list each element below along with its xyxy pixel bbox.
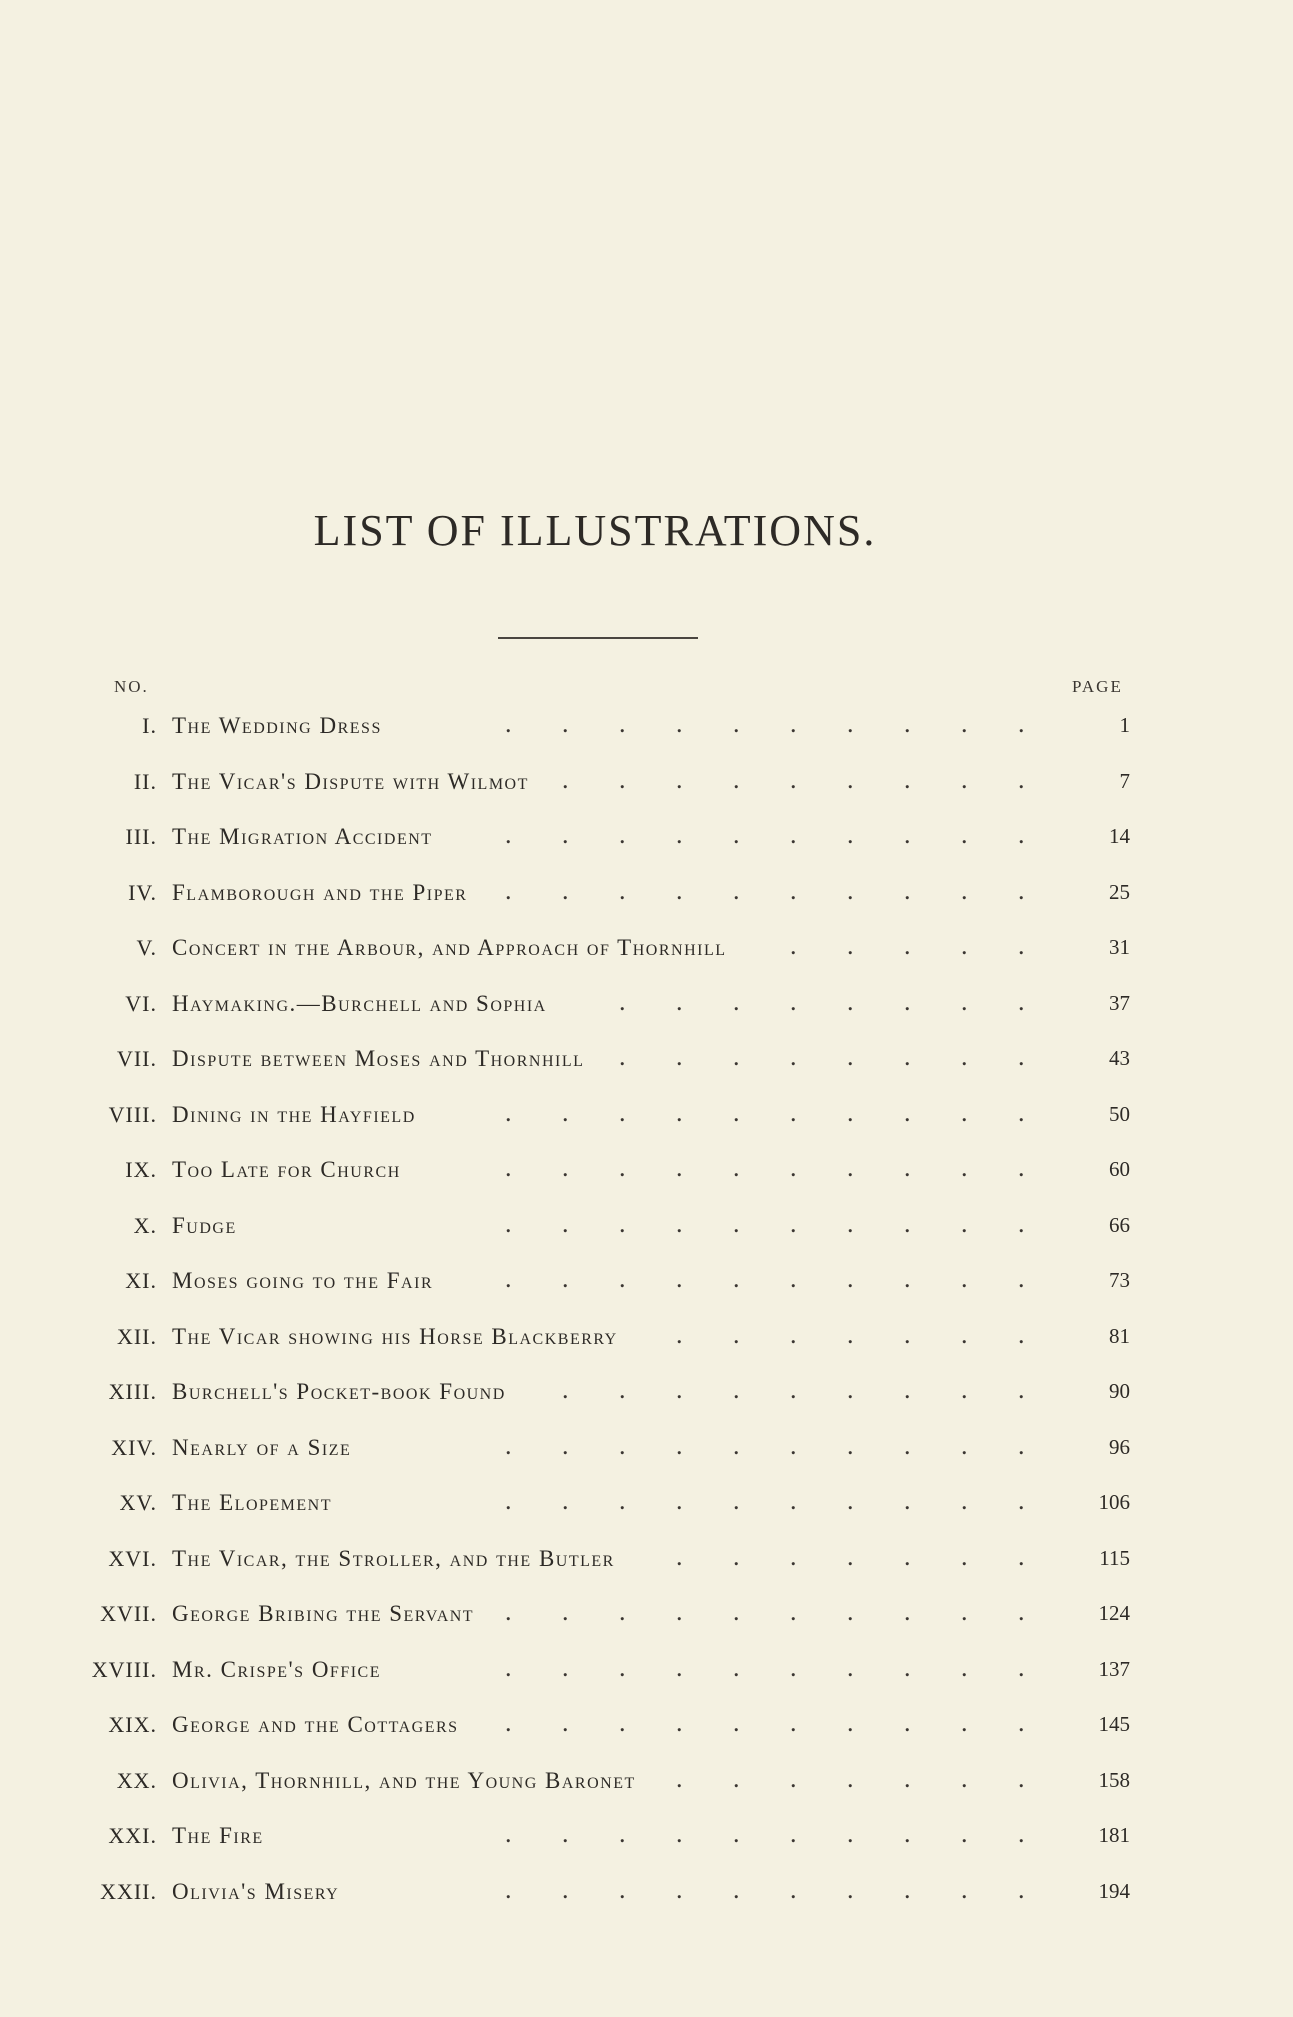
list-item: XVI. The Vicar, the Stroller, and the Butler . . . . . . . 115 <box>0 1540 1293 1596</box>
illustration-title: The Elopement <box>172 1490 333 1515</box>
illustration-number: XVI. <box>108 1545 157 1571</box>
illustration-number: XXI. <box>108 1823 157 1848</box>
illustration-title: Concert in the Arbour, and Approach of Thornhill <box>172 935 727 960</box>
illustration-number: XVII. <box>100 1601 157 1626</box>
illustration-title: The Migration Accident <box>172 824 433 849</box>
illustration-title: Haymaking.—Burchell and Sophia <box>172 990 547 1016</box>
illustration-title: George Bribing the Servant <box>172 1601 475 1626</box>
list-item: IV. Flamborough and the Piper . . . . . . . . . . 25 <box>0 874 1293 930</box>
list-item: XII. The Vicar showing his Horse Blackberry . . . . . . . 81 <box>0 1318 1293 1374</box>
illustration-number: VI. <box>125 990 157 1016</box>
list-item: III. The Migration Accident . . . . . . . . . . 14 <box>0 818 1293 874</box>
illustration-number: XIX. <box>108 1712 157 1737</box>
list-item: II. The Vicar's Dispute with Wilmot . . . . . . . . . 7 <box>0 763 1293 819</box>
page-number: 194 <box>1098 1878 1130 1903</box>
illustration-title: Olivia, Thornhill, and the Young Baronet <box>172 1767 636 1793</box>
illustration-number: IX. <box>125 1157 157 1182</box>
illustration-number: XIV. <box>111 1434 157 1460</box>
list-item: XI. Moses going to the Fair . . . . . . . . . . 73 <box>0 1262 1293 1318</box>
illustration-number: II. <box>133 768 157 794</box>
illustration-number: XII. <box>116 1323 157 1349</box>
page-number: 96 <box>1109 1434 1130 1459</box>
page-number: 60 <box>1109 1157 1130 1181</box>
page-number: 7 <box>1119 768 1130 793</box>
illustration-title: Dispute between Moses and Thornhill <box>172 1046 585 1071</box>
illustration-title: Dining in the Hayfield <box>172 1101 416 1127</box>
page-number: 73 <box>1109 1268 1130 1292</box>
list-item: VI. Haymaking.—Burchell and Sophia . . . . . . . . 37 <box>0 985 1293 1041</box>
list-item: XXI. The Fire . . . . . . . . . . 181 <box>0 1817 1293 1873</box>
page-number: 124 <box>1098 1601 1130 1625</box>
illustration-title: Mr. Crispe's Office <box>172 1656 382 1682</box>
page-title: LIST OF ILLUSTRATIONS. <box>313 506 877 555</box>
list-item: XIV. Nearly of a Size . . . . . . . . . . 96 <box>0 1429 1293 1485</box>
illustration-title: The Vicar's Dispute with Wilmot <box>172 768 529 794</box>
illustrations-list <box>0 707 1293 1928</box>
list-item: XX. Olivia, Thornhill, and the Young Baronet . . . . . . . 158 <box>0 1762 1293 1818</box>
list-item: IX. Too Late for Church . . . . . . . . . . 60 <box>0 1151 1293 1207</box>
list-item: XIII. Burchell's Pocket-book Found . . . . . . . . . 90 <box>0 1373 1293 1429</box>
page-number: 31 <box>1109 935 1130 959</box>
list-item: XVII. George Bribing the Servant . . . . . . . . . . 124 <box>0 1595 1293 1651</box>
column-header-number: NO. <box>114 677 149 696</box>
list-item: XV. The Elopement . . . . . . . . . . 106 <box>0 1484 1293 1540</box>
illustration-title: Flamborough and the Piper <box>172 879 468 905</box>
page-number: 137 <box>1098 1656 1130 1681</box>
page-number: 158 <box>1098 1767 1130 1792</box>
page-number: 106 <box>1098 1490 1130 1514</box>
illustration-title: The Fire <box>172 1823 264 1848</box>
page-number: 25 <box>1109 879 1130 904</box>
page-number: 1 <box>1119 713 1130 737</box>
illustration-title: The Vicar showing his Horse Blackberry <box>172 1323 618 1349</box>
illustration-number: XI. <box>125 1268 157 1293</box>
list-item: VII. Dispute between Moses and Thornhill . . . . . . . . 43 <box>0 1040 1293 1096</box>
illustration-number: XXII. <box>100 1878 157 1904</box>
list-item: V. Concert in the Arbour, and Approach of Thornhill . . . . . 31 <box>0 929 1293 985</box>
page-number: 81 <box>1109 1323 1130 1348</box>
illustration-title: Olivia's Misery <box>172 1878 340 1904</box>
illustration-title: The Vicar, the Stroller, and the Butler <box>172 1545 615 1571</box>
illustration-number: III. <box>125 824 157 849</box>
page-number: 90 <box>1109 1379 1130 1403</box>
column-header-page: PAGE <box>1072 677 1123 696</box>
illustration-number: I. <box>142 713 157 738</box>
illustration-title: Moses going to the Fair <box>172 1268 434 1293</box>
list-item: XIX. George and the Cottagers . . . . . . . . . . 145 <box>0 1706 1293 1762</box>
list-item: VIII. Dining in the Hayfield . . . . . . . . . . 50 <box>0 1096 1293 1152</box>
illustration-title: George and the Cottagers <box>172 1712 459 1737</box>
illustration-number: XV. <box>119 1490 157 1515</box>
illustration-number: VII. <box>116 1046 157 1071</box>
page-number: 50 <box>1109 1101 1130 1126</box>
illustration-title: Burchell's Pocket-book Found <box>172 1379 506 1404</box>
illustration-title: Nearly of a Size <box>172 1434 352 1460</box>
illustration-number: XVIII. <box>91 1656 157 1682</box>
illustration-title: Fudge <box>172 1212 237 1238</box>
illustration-title: Too Late for Church <box>172 1157 401 1182</box>
page-number: 43 <box>1109 1046 1130 1070</box>
page-number: 14 <box>1109 824 1130 848</box>
illustration-number: X. <box>133 1212 157 1238</box>
page-number: 181 <box>1098 1823 1130 1847</box>
illustration-number: IV. <box>128 879 157 905</box>
page-number: 37 <box>1109 990 1130 1015</box>
page-number: 115 <box>1099 1545 1130 1570</box>
illustration-number: XX. <box>116 1767 157 1793</box>
list-item: XVIII. Mr. Crispe's Office . . . . . . . . . . 137 <box>0 1651 1293 1707</box>
list-item: I. The Wedding Dress . . . . . . . . . . 1 <box>0 707 1293 763</box>
illustration-title: The Wedding Dress <box>172 713 382 738</box>
title-divider <box>498 637 698 639</box>
list-item: XXII. Olivia's Misery . . . . . . . . . . 194 <box>0 1873 1293 1929</box>
list-item: X. Fudge . . . . . . . . . . 66 <box>0 1207 1293 1263</box>
illustration-number: VIII. <box>108 1101 157 1127</box>
page-number: 66 <box>1109 1212 1130 1237</box>
page-number: 145 <box>1098 1712 1130 1736</box>
illustration-number: V. <box>136 935 157 960</box>
illustration-number: XIII. <box>108 1379 157 1404</box>
